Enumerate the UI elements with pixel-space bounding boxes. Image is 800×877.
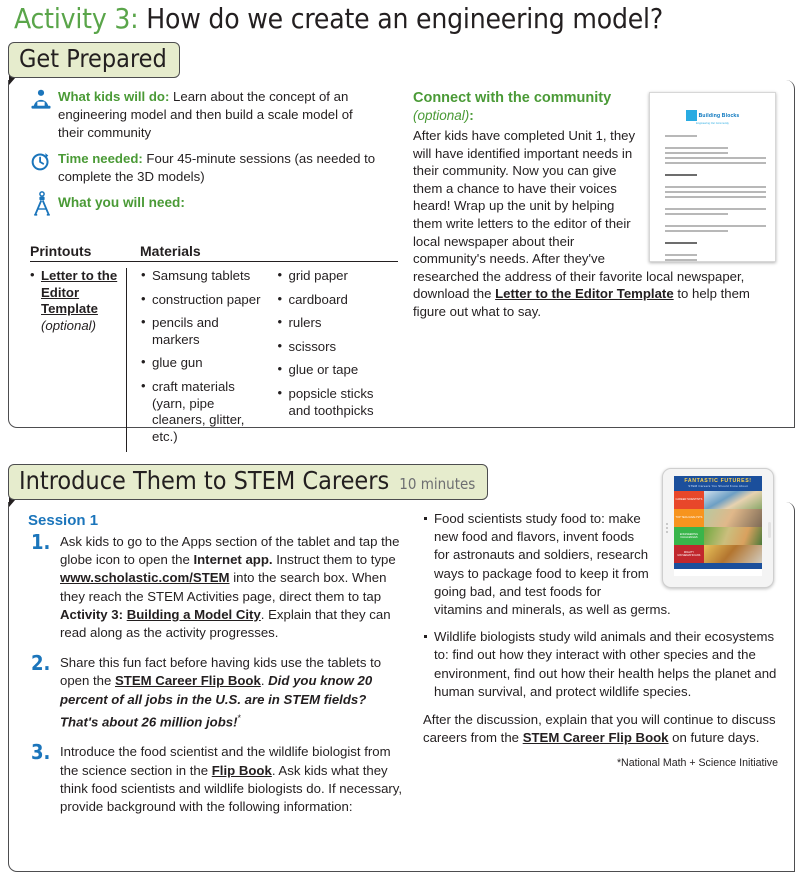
time-needed-label: Time needed:: [58, 151, 143, 167]
thumb-line: [665, 196, 766, 198]
materials-list-b: [278, 268, 399, 419]
step2-t2: .: [260, 673, 269, 689]
printouts-list: [30, 268, 120, 334]
step-2: [28, 651, 406, 731]
materials-table-header: [30, 243, 398, 262]
flip-book-row-label: TOP TECH ANALYSTS: [674, 509, 704, 527]
page-title-activity: Activity 3:: [14, 2, 139, 35]
page-title: [14, 2, 663, 35]
step1-t0: Ask kids to go to the Apps section of the tablet and tap the globe icon to open the: [60, 534, 400, 568]
materials-table: [30, 243, 398, 452]
get-prepared-tab: [8, 42, 180, 78]
step-3-text: [60, 743, 406, 816]
list-item: • scissors: [278, 339, 399, 356]
stem-career-flip-book-link[interactable]: STEM Career Flip Book: [115, 673, 261, 689]
internet-app-bold: Internet app.: [193, 552, 273, 568]
materials-columns: [126, 268, 398, 452]
flip-book-title: FANTASTIC FUTURES!: [684, 478, 752, 484]
logo-text: Building Blocks: [698, 112, 740, 119]
flip-book-row-label: MIGHTY MATHEMATICIANS: [674, 545, 704, 563]
step-3: [28, 740, 406, 816]
printouts-column: [30, 268, 126, 452]
get-prepared-tab-label: Get Prepared: [19, 44, 167, 73]
thumb-line: [665, 152, 728, 154]
session-1-heading: Session 1: [28, 512, 99, 529]
step1-t2: Instruct them to type: [272, 552, 396, 568]
logo-tagline: Engineering Our Community: [696, 122, 729, 125]
connect-para-part1: After kids have completed Unit 1, they will have identified important needs in their community. Now you can give them a chance to have their voices heard! Wrap up the unit by helping them write letters to the editor of their local newspaper about their community's needs. After they've researched the address of their favorite local newspaper, download the: [413, 128, 745, 302]
stem-careers-duration: 10 minutes: [399, 475, 476, 493]
flip-book-row-label: CAREER SCIENTISTS: [674, 491, 704, 509]
stem-left-column: [28, 512, 406, 828]
what-kids-will-do-row: [30, 88, 380, 141]
thumb-line: [665, 174, 697, 176]
footnote-source: *National Math + Science Initiative: [616, 757, 778, 770]
time-needed-text: [58, 150, 380, 186]
closing-part2: on future days.: [668, 730, 760, 746]
careers-bullet-list: [423, 510, 778, 701]
step3-t2: . Ask kids what they think food scientists and wildlife biologists do. If necessary, provide background with the following information:: [60, 762, 403, 815]
letter-template-inline-link[interactable]: Letter to the Editor Template: [495, 286, 674, 302]
list-item: • grid paper: [278, 268, 399, 285]
what-you-will-need-label: What you will need:: [58, 194, 185, 210]
logo-block-icon: [686, 110, 697, 121]
footnote-marker: *: [237, 712, 242, 723]
step3-t0: Introduce the food scientist and the wildlife biologist from the science section in the: [60, 744, 391, 778]
stem-careers-tab-label: Introduce Them to STEM Careers: [19, 466, 390, 495]
thumb-line: [665, 225, 766, 227]
list-item: • pencils and markers: [141, 315, 270, 348]
connect-para-part2: to help them figure out what to say.: [413, 286, 750, 319]
step-3-number: 3.: [31, 740, 51, 765]
flip-book-row-photo: [704, 491, 762, 509]
list-item: • construction paper: [141, 292, 270, 309]
connect-with-community-heading: Connect with the community: [413, 90, 612, 106]
list-item: • glue or tape: [278, 362, 399, 379]
time-needed-body: Four 45-minute sessions (as needed to complete the 3D models): [58, 151, 376, 185]
thumb-line: [665, 259, 697, 261]
printouts-header: Printouts: [30, 243, 92, 259]
optional-colon: :: [469, 108, 474, 123]
list-item: • Samsung tablets: [141, 268, 270, 285]
materials-header: Materials: [140, 243, 201, 259]
thumb-line: [665, 147, 728, 149]
optional-text: (optional): [413, 108, 470, 123]
what-kids-will-do-label: What kids will do:: [58, 89, 170, 104]
what-kids-will-do-body: Learn about the concept of an engineering model and then build a scale model of their community: [58, 89, 353, 140]
list-item: • rulers: [278, 315, 399, 332]
thumb-line: [665, 135, 697, 137]
thumb-line: [665, 242, 697, 244]
step-2-text: [60, 654, 406, 731]
flip-book-row-label: ENGINEERING CHALLENGES: [674, 527, 704, 545]
step1-t4: into the search box. When they reach the STEM Activities page, direct them to tap: [60, 570, 387, 604]
letter-to-the-editor-template-thumbnail: [649, 92, 776, 262]
list-item: • craft materials (yarn, pipe cleaners, glitter, etc.): [141, 379, 270, 445]
thumb-line: [665, 208, 766, 210]
stem-career-flip-book-closing-link[interactable]: STEM Career Flip Book: [522, 730, 669, 746]
list-item: Food scientists study food to: make new food and flavors, invent foods for astronauts and soldiers, research ways to package food to keep it from going bad, and test foods for vitamins and minerals, as well as germs.: [423, 510, 778, 619]
step2-t0: Share this fun fact before having kids use the tablets to open the: [60, 655, 382, 689]
list-item: • glue gun: [141, 355, 270, 372]
step-1-text: [60, 533, 406, 642]
closing-part1: After the discussion, explain that you will continue to discuss careers from the: [423, 712, 776, 746]
flip-book-subtitle: STEM Careers You Should Know About: [688, 484, 748, 488]
materials-column-a: [141, 268, 270, 452]
scholastic-stem-url-link[interactable]: www.scholastic.com/STEM: [60, 570, 230, 586]
materials-table-body: [30, 268, 398, 452]
page-title-question: How do we create an engineering model?: [146, 2, 664, 35]
what-you-will-need-row: [30, 195, 380, 210]
materials-list-a: [141, 268, 270, 445]
building-a-model-city-link[interactable]: Building a Model City: [126, 606, 261, 622]
printouts-optional-note: (optional): [41, 317, 96, 333]
flip-book-link[interactable]: Flip Book: [211, 762, 272, 778]
list-item: [30, 268, 120, 334]
thumb-line: [665, 191, 766, 193]
building-blocks-logo: [655, 110, 770, 121]
get-prepared-left-column: [30, 88, 380, 210]
closing-paragraph: [423, 711, 778, 747]
step-1-number: 1.: [31, 530, 51, 554]
thumb-line: [665, 254, 697, 256]
list-item: Wildlife biologists study wild animals and their ecosystems to: find out how they interact with other species and the environment, find out how their health helps the planet and human survival, and protect wildlife species.: [423, 628, 778, 701]
connect-with-community-column: [413, 90, 776, 321]
clock-icon: [30, 151, 52, 171]
list-item: • popsicle sticks and toothpicks: [278, 386, 399, 419]
list-item: • cardboard: [278, 292, 399, 309]
materials-column-b: [270, 268, 399, 452]
step-2-number: 2.: [31, 651, 51, 676]
thumb-line: [665, 162, 766, 164]
thumb-line: [665, 230, 728, 232]
flip-book-cover-header: [674, 476, 762, 491]
stem-careers-tab: [8, 464, 488, 500]
flip-book-row: [674, 491, 762, 509]
step1-t7: . Explain that they can read along as the activity progresses.: [60, 606, 391, 641]
thumbnail-page: [655, 98, 770, 256]
compass-divider-icon: [32, 191, 52, 217]
thumb-line: [665, 213, 728, 215]
thumb-line: [665, 186, 766, 188]
what-kids-will-do-text: [58, 88, 380, 141]
thumb-line: [665, 157, 766, 159]
time-needed-row: [30, 150, 380, 186]
fun-fact-text: Did you know 20 percent of all jobs in the U.S. are in STEM fields? That's about 26 million jobs!: [60, 673, 373, 730]
activity-3-bold: Activity 3:: [60, 606, 127, 622]
step-1: [28, 530, 406, 642]
person-at-desk-icon: [30, 89, 52, 109]
letter-to-the-editor-template-link[interactable]: Letter to the Editor Template: [41, 268, 118, 317]
